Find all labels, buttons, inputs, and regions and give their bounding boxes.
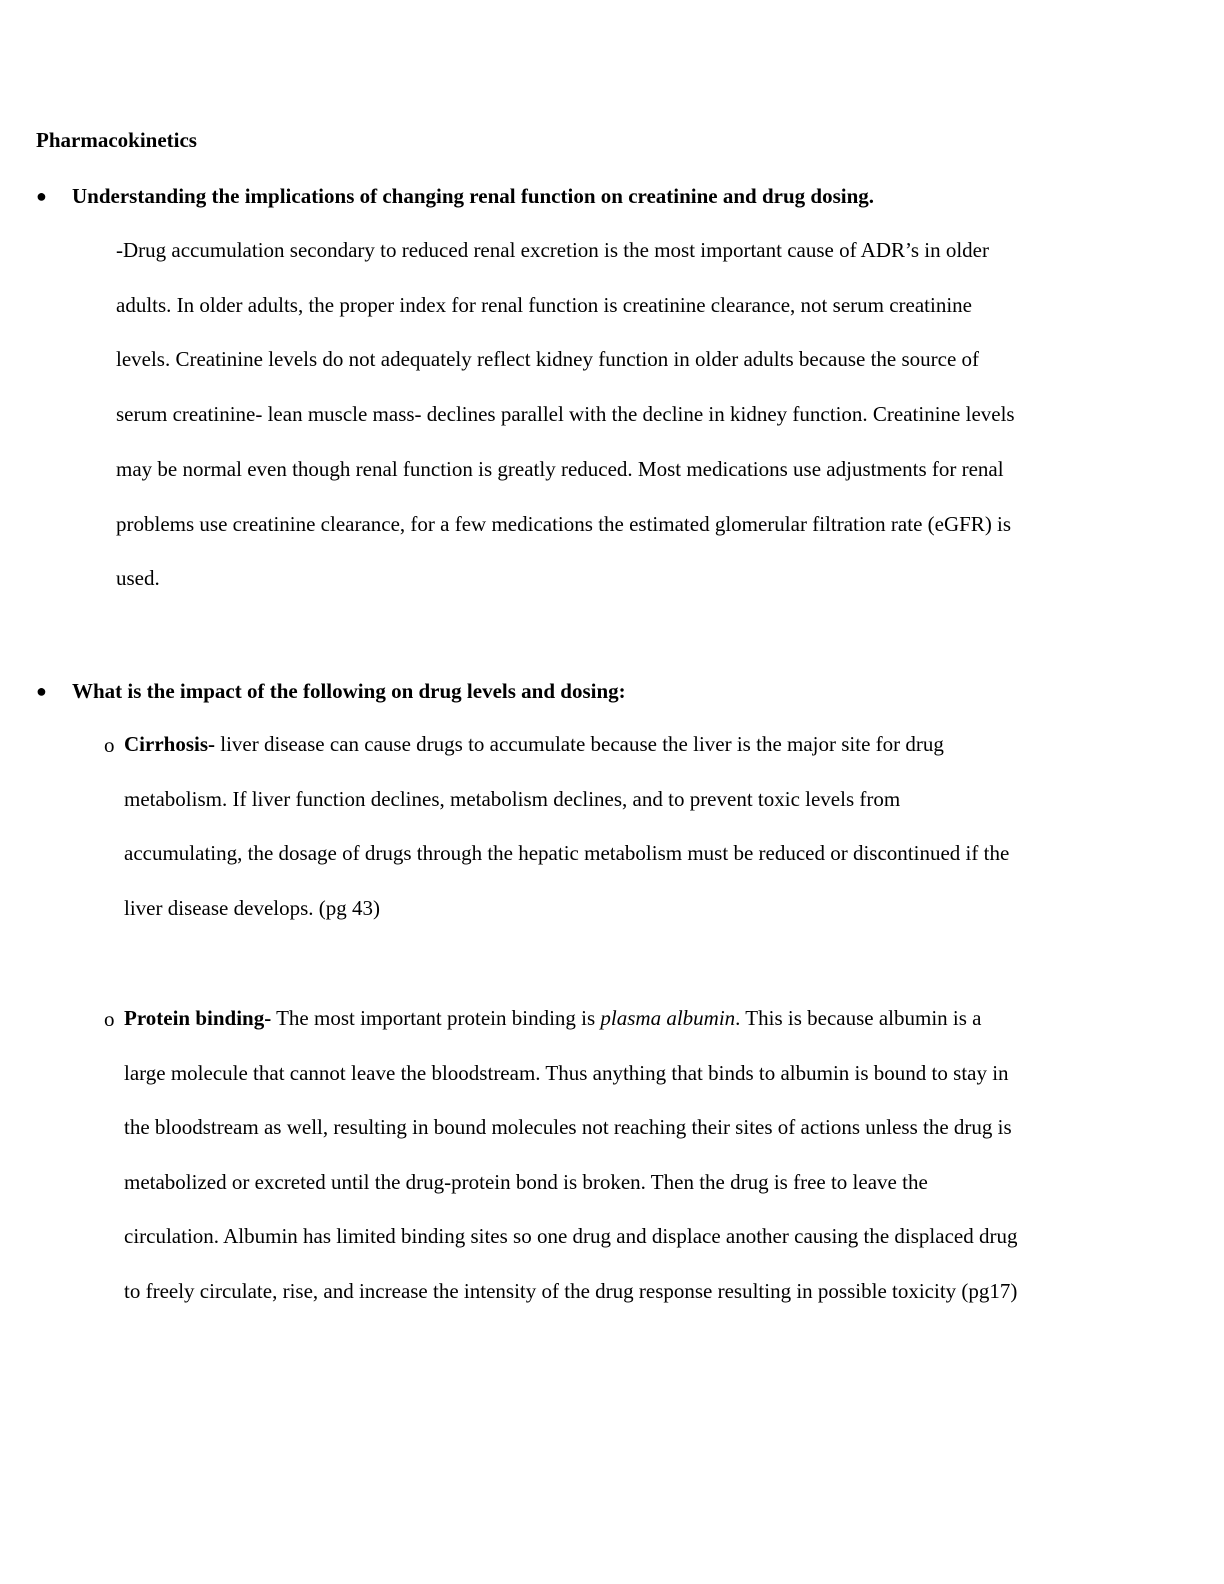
protein-binding-term: Protein binding- — [124, 1006, 272, 1030]
sub-bullet-icon: o — [104, 1007, 115, 1031]
page-heading: Pharmacokinetics — [36, 128, 197, 152]
paragraph-line: metabolized or excreted until the drug-protein bond is broken. Then the drug is free to leave the — [124, 1169, 928, 1194]
paragraph-line: adults. In older adults, the proper index for renal function is creatinine clearance, not serum creatinine — [116, 292, 972, 317]
paragraph-line — [124, 991, 1017, 1046]
paragraph-line: serum creatinine- lean muscle mass- declines parallel with the decline in kidney function. Creatinine levels — [116, 402, 1015, 427]
plasma-albumin-emphasis: plasma albumin — [600, 1006, 736, 1030]
paragraph-line: problems use creatinine clearance, for a few medications the estimated glomerular filtration rate (eGFR) is — [116, 511, 1012, 536]
bullet-icon: ● — [36, 186, 47, 206]
paragraph-line: used. — [116, 566, 160, 591]
cirrhosis-paragraph — [124, 717, 1009, 935]
paragraph-line: accumulating, the dosage of drugs through the hepatic metabolism must be reduced or discontinued if the — [124, 841, 1010, 866]
bullet-icon: ● — [36, 681, 47, 701]
protein-binding-first-line-a: The most important protein binding is — [271, 1006, 601, 1030]
paragraph-line: levels. Creatinine levels do not adequately reflect kidney function in older adults because the source of — [116, 347, 980, 372]
protein-binding-paragraph — [124, 991, 1017, 1319]
paragraph-line: the bloodstream as well, resulting in bound molecules not reaching their sites of actions unless the drug is — [124, 1115, 1012, 1140]
cirrhosis-first-line: liver disease can cause drugs to accumulate because the liver is the major site for drug — [215, 732, 944, 756]
section1-title: Understanding the implications of changing renal function on creatinine and drug dosing. — [72, 184, 875, 208]
cirrhosis-term: Cirrhosis- — [124, 732, 215, 756]
paragraph-line — [124, 717, 1009, 772]
paragraph-line: may be normal even though renal function is greatly reduced. Most medications use adjustments for renal — [116, 456, 1004, 481]
paragraph-line: metabolism. If liver function declines, metabolism declines, and to prevent toxic levels from — [124, 786, 901, 811]
paragraph-line: large molecule that cannot leave the bloodstream. Thus anything that binds to albumin is bound to stay in — [124, 1060, 1009, 1085]
paragraph-line: circulation. Albumin has limited binding sites so one drug and displace another causing the displaced drug — [124, 1224, 1018, 1249]
section2-title: What is the impact of the following on drug levels and dosing: — [72, 679, 626, 703]
paragraph-line: -Drug accumulation secondary to reduced renal excretion is the most important cause of ADR’s in older — [116, 238, 989, 262]
section1-paragraph — [116, 223, 1015, 606]
paragraph-line: to freely circulate, rise, and increase the intensity of the drug response resulting in possible toxicity (pg17) — [124, 1278, 1018, 1303]
sub-bullet-icon: o — [104, 733, 115, 757]
paragraph-line: liver disease develops. (pg 43) — [124, 895, 381, 920]
protein-binding-first-line-b: . This is because albumin is a — [735, 1006, 982, 1030]
